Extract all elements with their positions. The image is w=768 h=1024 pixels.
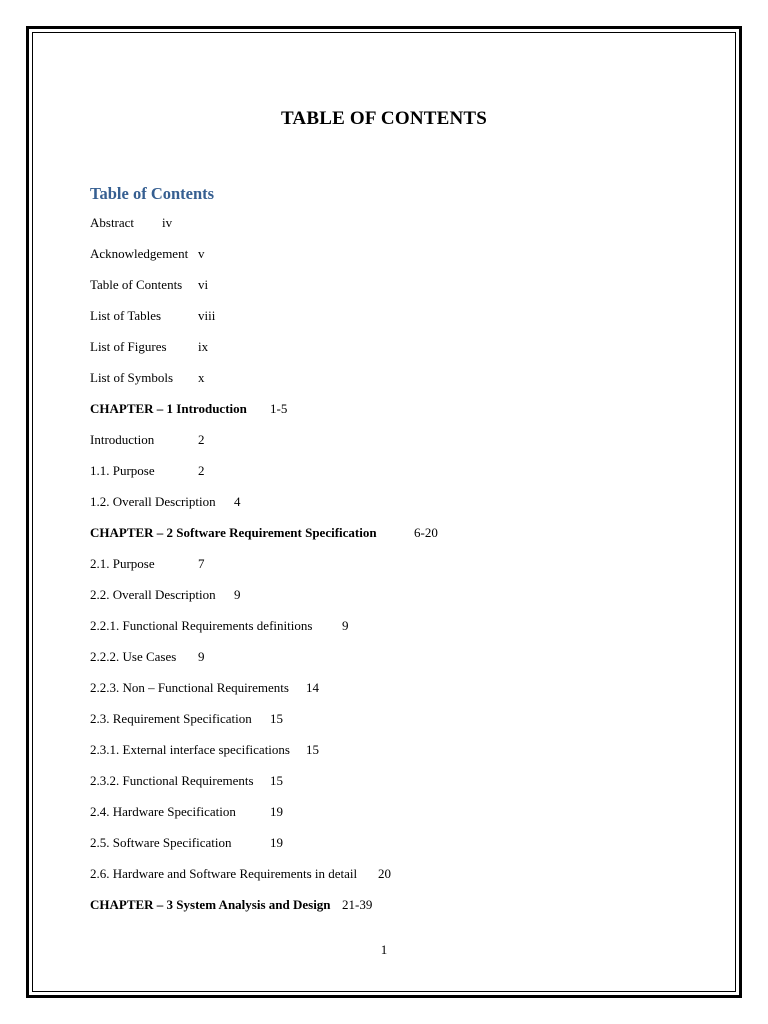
toc-entry-page: 14 [306, 680, 319, 695]
toc-entry-page: 4 [234, 494, 241, 509]
toc-entry-label: 2.2.1. Functional Requirements definitions [90, 618, 313, 633]
toc-entry-page: 9 [198, 649, 205, 664]
toc-entry[interactable] [90, 677, 438, 708]
toc-entry[interactable] [90, 584, 438, 615]
toc-entry[interactable] [90, 832, 438, 863]
toc-entry[interactable] [90, 243, 438, 274]
toc-chapter-entry[interactable] [90, 522, 438, 553]
page-number: 1 [380, 942, 388, 957]
toc-entry-page: 19 [270, 804, 283, 819]
toc-heading: Table of Contents [90, 184, 215, 203]
toc-entry[interactable] [90, 553, 438, 584]
toc-entry-page: 7 [198, 556, 205, 571]
toc-entry-page: 21-39 [342, 897, 373, 912]
toc-entry[interactable] [90, 336, 438, 367]
toc-entry[interactable] [90, 863, 438, 894]
toc-chapter-entry[interactable] [90, 398, 438, 429]
toc-entry-label: Table of Contents [90, 277, 183, 292]
toc-entry[interactable] [90, 708, 438, 739]
toc-entry[interactable] [90, 460, 438, 491]
toc-entry-page: 2 [198, 463, 205, 478]
toc-entry-label: 2.4. Hardware Specification [90, 804, 236, 819]
toc-chapter-entry[interactable] [90, 894, 438, 925]
toc-entry-label: 2.2. Overall Description [90, 587, 216, 602]
toc-entry-page: x [198, 370, 205, 385]
toc-entry-label: 1.1. Purpose [90, 463, 155, 478]
toc-entry[interactable] [90, 274, 438, 305]
toc-entry-label: Abstract [90, 215, 135, 230]
toc-entry-label: 2.5. Software Specification [90, 835, 232, 850]
toc-entry-label: 2.2.2. Use Cases [90, 649, 177, 664]
toc-entry-label: 1.2. Overall Description [90, 494, 216, 509]
toc-entry[interactable] [90, 770, 438, 801]
toc-entry-label: 2.3.1. External interface specifications [90, 742, 290, 757]
toc-entry[interactable] [90, 429, 438, 460]
toc-entry-page: 19 [270, 835, 283, 850]
toc-entry-label: CHAPTER – 3 System Analysis and Design [90, 897, 331, 912]
toc-entry-page: 15 [306, 742, 319, 757]
toc-entry-label: 2.2.3. Non – Functional Requirements [90, 680, 289, 695]
toc-entry-page: v [198, 246, 205, 261]
toc-entry[interactable] [90, 646, 438, 677]
toc-entry[interactable] [90, 367, 438, 398]
toc-entry-label: Introduction [90, 432, 155, 447]
toc-entry[interactable] [90, 801, 438, 832]
toc-entry-page: 2 [198, 432, 205, 447]
toc-entry-page: 15 [270, 773, 283, 788]
toc-entry[interactable] [90, 739, 438, 770]
toc-entry-label: CHAPTER – 1 Introduction [90, 401, 247, 416]
toc-entry-label: List of Tables [90, 308, 162, 323]
page-title: TABLE OF CONTENTS [280, 108, 488, 129]
toc-entry-page: 1-5 [270, 401, 288, 416]
toc-entry-label: 2.3. Requirement Specification [90, 711, 252, 726]
toc-entry[interactable] [90, 305, 438, 336]
toc-entry[interactable] [90, 491, 438, 522]
toc-entry[interactable] [90, 615, 438, 646]
toc-entry-label: Acknowledgement [90, 246, 189, 261]
toc-entry-label: CHAPTER – 2 Software Requirement Specification [90, 525, 377, 540]
toc-entry-label: 2.1. Purpose [90, 556, 155, 571]
toc-entry-label: 2.3.2. Functional Requirements [90, 773, 254, 788]
toc-entry[interactable] [90, 212, 438, 243]
toc-entry-page: 9 [342, 618, 349, 633]
toc-entry-page: iv [162, 215, 173, 230]
toc-entry-page: 9 [234, 587, 241, 602]
toc-entry-page: 15 [270, 711, 283, 726]
toc-entry-page: vi [198, 277, 209, 292]
toc-entry-label: List of Symbols [90, 370, 174, 385]
toc-list [90, 212, 438, 925]
toc-entry-page: 20 [378, 866, 391, 881]
toc-entry-label: 2.6. Hardware and Software Requirements in detail [90, 866, 358, 881]
toc-entry-page: ix [198, 339, 209, 354]
toc-entry-label: List of Figures [90, 339, 167, 354]
toc-entry-page: 6-20 [414, 525, 438, 540]
toc-entry-page: viii [198, 308, 216, 323]
